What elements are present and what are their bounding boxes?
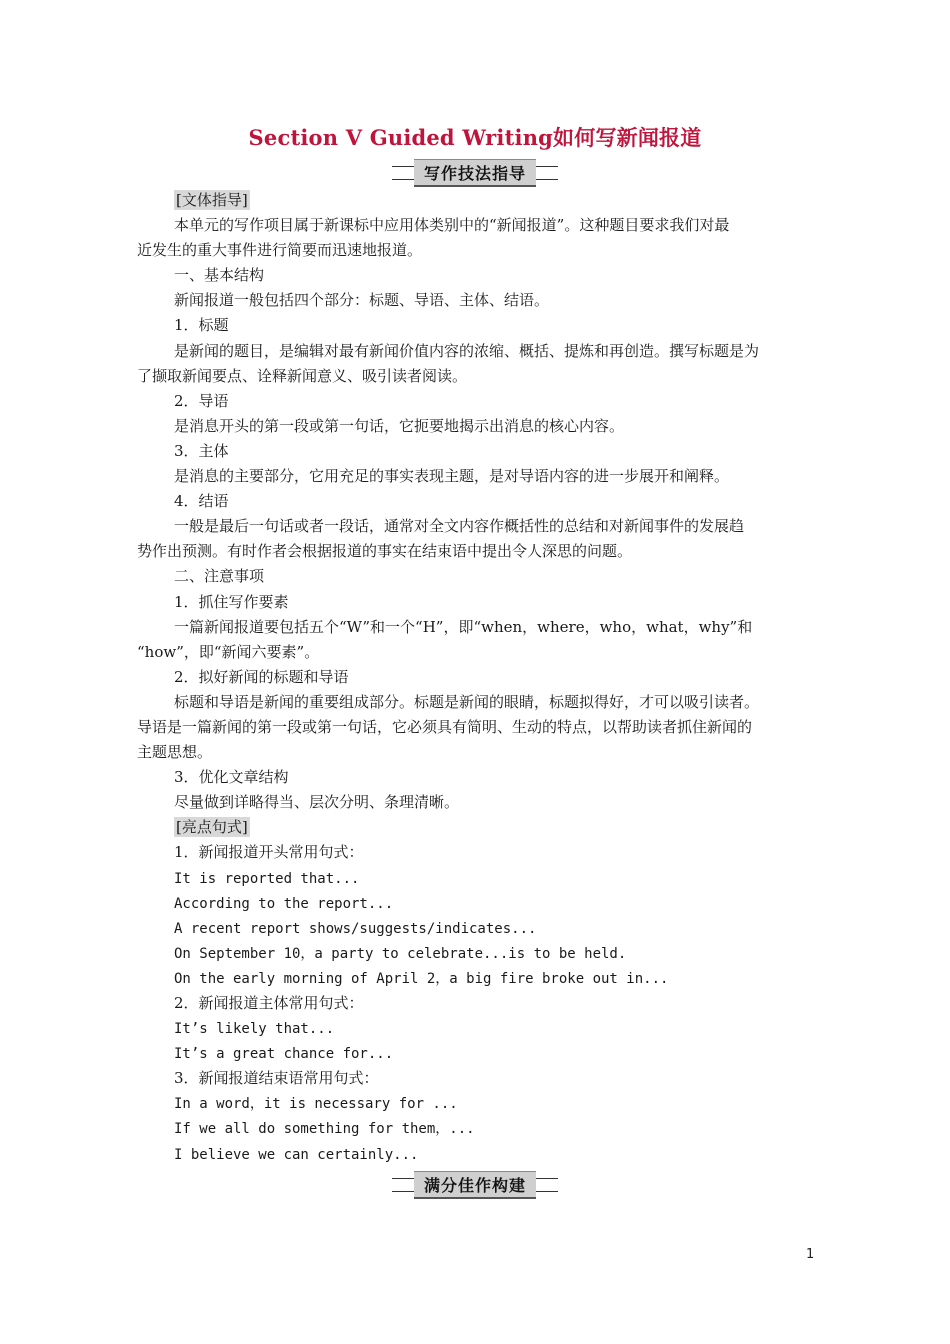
text-line-content: It is reported that... xyxy=(174,870,360,887)
text-line xyxy=(137,414,817,439)
text-line xyxy=(137,1041,817,1066)
text-line xyxy=(137,615,817,640)
text-line xyxy=(137,238,817,263)
text-line xyxy=(137,564,817,589)
text-line-content: 2．导语 xyxy=(174,391,229,410)
banner-rule-right xyxy=(536,166,558,180)
text-line-content: 导语是一篇新闻的第一段或第一句话，它必须具有简明、生动的特点，以帮助读者抓住新闻的 xyxy=(137,717,753,736)
text-line-content: 2．拟好新闻的标题和导语 xyxy=(174,667,349,686)
text-line-content: 4．结语 xyxy=(174,492,229,511)
text-line-content: 尽量做到详略得当、层次分明、条理清晰。 xyxy=(174,793,460,812)
text-line xyxy=(137,514,817,539)
text-line-content: On September 10，a party to celebrate...is to be held. xyxy=(174,945,627,962)
text-line-content: 新闻报道一般包括四个部分：标题、导语、主体、结语。 xyxy=(174,291,550,310)
text-line xyxy=(137,1091,817,1116)
text-line xyxy=(137,941,817,966)
text-line-content: 一、基本结构 xyxy=(174,266,265,285)
text-line xyxy=(137,715,817,740)
text-line-content: A recent report shows/suggests/indicates... xyxy=(174,920,537,937)
section-tag-label: [文体指导] xyxy=(176,191,248,209)
text-line-content: “how”，即“新闻六要素”。 xyxy=(137,642,320,661)
section-tag xyxy=(137,815,817,840)
banner-rule-left xyxy=(392,166,414,180)
text-line xyxy=(137,1016,817,1041)
page-title: Section Ⅴ Guided Writing如何写新闻报道 xyxy=(248,125,702,150)
text-line-content: 一篇新闻报道要包括五个“W”和一个“H”，即“when，where，who，what，why”和 xyxy=(174,617,753,636)
text-line-content: According to the report... xyxy=(174,895,394,912)
text-line xyxy=(137,389,817,414)
banner-label: 满分佳作构建 xyxy=(414,1171,536,1199)
text-line-content: 3．主体 xyxy=(174,441,229,460)
body-text xyxy=(137,188,817,1167)
text-line-content: 势作出预测。有时作者会根据报道的事实在结束语中提出令人深思的问题。 xyxy=(137,542,633,561)
text-line xyxy=(137,1066,817,1091)
text-line-content: 2．新闻报道主体常用句式： xyxy=(174,994,364,1012)
text-line xyxy=(137,364,817,389)
text-line xyxy=(137,690,817,715)
text-line-content: 3．优化文章结构 xyxy=(174,768,289,787)
text-line-content: 本单元的写作项目属于新课标中应用体类别中的“新闻报道”。这种题目要求我们对最 xyxy=(174,216,730,235)
text-line xyxy=(137,740,817,765)
text-line xyxy=(137,640,817,665)
text-line xyxy=(137,991,817,1016)
text-line-content: 1．新闻报道开头常用句式： xyxy=(174,843,364,862)
text-line-content: 1．抓住写作要素 xyxy=(174,592,289,611)
text-line xyxy=(137,590,817,615)
text-line xyxy=(137,489,817,514)
text-line xyxy=(137,464,817,489)
text-line-content: 一般是最后一句话或者一段话，通常对全文内容作概括性的总结和对新闻事件的发展趋 xyxy=(174,517,745,536)
text-line-content: 近发生的重大事件进行简要而迅速地报道。 xyxy=(137,241,423,260)
text-line xyxy=(137,765,817,790)
text-line xyxy=(137,539,817,564)
banner-rule-right xyxy=(536,1178,558,1192)
text-line xyxy=(137,966,817,991)
text-line xyxy=(137,339,817,364)
text-line xyxy=(137,1116,817,1141)
text-line xyxy=(137,891,817,916)
text-line-content: 1．标题 xyxy=(174,316,229,335)
text-line-content: If we all do something for them，... xyxy=(174,1121,475,1138)
text-line xyxy=(137,439,817,464)
text-line xyxy=(137,213,817,238)
section-banner-model-essay xyxy=(0,1172,950,1198)
section-banner-writing-skills xyxy=(0,160,950,186)
section-tag-label: [亮点句式] xyxy=(176,818,248,837)
text-line xyxy=(137,665,817,690)
text-line-content: 是消息的主要部分，它用充足的事实表现主题，是对导语内容的进一步展开和阐释。 xyxy=(174,467,730,486)
text-line-content: It’s a great chance for... xyxy=(174,1046,394,1063)
text-line-content: 主题思想。 xyxy=(137,743,213,762)
text-line-content: 是新闻的题目，是编辑对最有新闻价值内容的浓缩、概括、提炼和再创造。撰写标题是为 xyxy=(174,341,760,360)
banner-rule-left xyxy=(392,1178,414,1192)
text-line xyxy=(137,790,817,815)
text-line xyxy=(137,263,817,288)
text-line xyxy=(137,1142,817,1167)
text-line-content: In a word，it is necessary for ... xyxy=(174,1096,458,1113)
banner-label: 写作技法指导 xyxy=(414,159,536,187)
text-line-content: I believe we can certainly... xyxy=(174,1146,419,1163)
text-line xyxy=(137,840,817,865)
text-line-content: 3．新闻报道结束语常用句式： xyxy=(174,1069,379,1088)
text-line-content: 是消息开头的第一段或第一句话，它扼要地揭示出消息的核心内容。 xyxy=(174,416,625,435)
section-tag xyxy=(137,188,817,213)
text-line-content: On the early morning of April 2，a big fire broke out in... xyxy=(174,970,669,987)
text-line xyxy=(137,916,817,941)
text-line-content: 了撷取新闻要点、诠释新闻意义、吸引读者阅读。 xyxy=(137,366,468,385)
text-line-content: 二、注意事项 xyxy=(174,567,265,586)
text-line xyxy=(137,313,817,338)
text-line xyxy=(137,288,817,313)
text-line xyxy=(137,866,817,891)
text-line-content: It’s likely that... xyxy=(174,1021,335,1038)
text-line-content: 标题和导语是新闻的重要组成部分。标题是新闻的眼睛，标题拟得好，才可以吸引读者。 xyxy=(174,692,760,711)
page-number: 1 xyxy=(806,1247,815,1262)
